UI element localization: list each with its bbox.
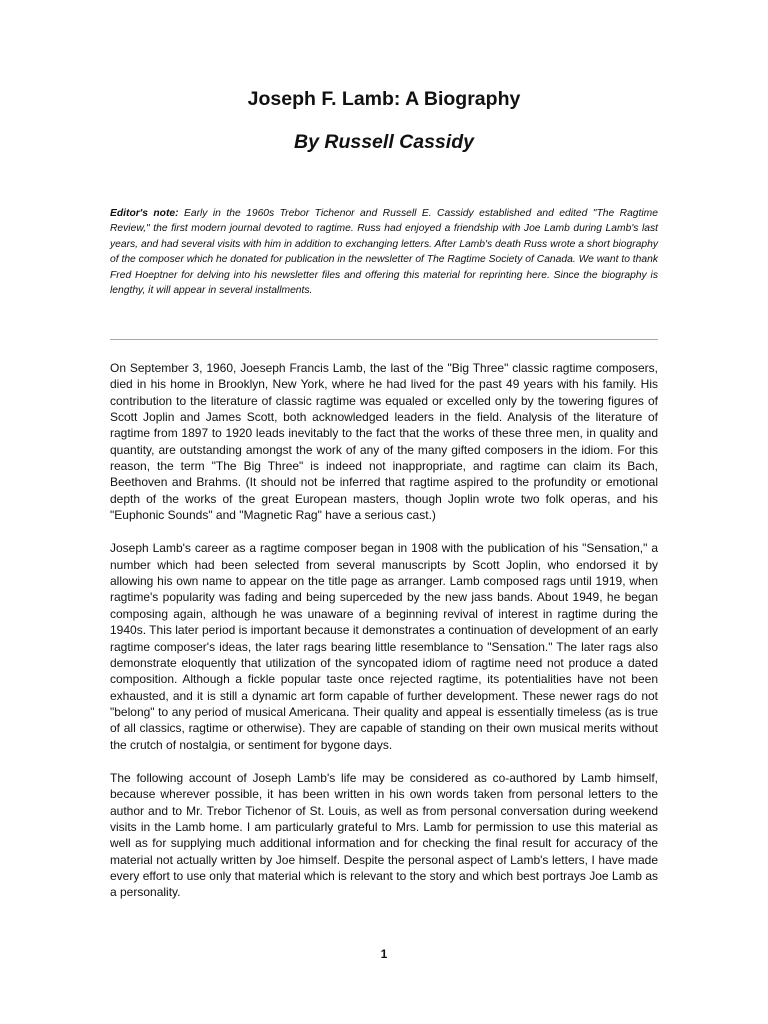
author-byline: By Russell Cassidy xyxy=(294,131,474,153)
page-number: 1 xyxy=(380,947,388,961)
editors-note-text: Early in the 1960s Trebor Tichenor and Russell E. Cassidy established and edited "The Ragtime Review," the first modern journal devoted to ragtime. Russ had enjoyed a friendship with Joe Lamb during Lamb's last years, and had several visits with him in addition to exchanging letters. After Lamb's death Russ wrote a short biography of the composer which he donated for publication in the newsletter of The Ragtime Society of Canada. We want to thank Fred Hoeptner for delving into his newsletter files and offering this material for reprinting here. Since the biography is lengthy, it will appear in several installments. xyxy=(110,208,658,297)
section-divider xyxy=(110,339,658,340)
paragraph-1: On September 3, 1960, Joeseph Francis Lamb, the last of the "Big Three" classic ragtime composers, died in his home in Brooklyn, New York, where he had lived for the past 49 years with his family. His contribution to the literature of classic ragtime was equaled or excelled only by the towering figures of Scott Joplin and James Scott, both acknowledged leaders in the field. Analysis of the literature of ragtime from 1897 to 1920 leads inevitably to the fact that the works of these three men, in quality and quantity, are outstanding amongst the work of any of the many gifted composers in the idiom. For this reason, the term "The Big Three" is indeed not inappropriate, and ragtime can claim its Bach, Beethoven and Brahms. (It should not be inferred that ragtime aspired to the profundity or emotional depth of the works of the great European masters, though Joplin wrote two folk operas, and his "Euphonic Sounds" and "Magnetic Rag" have a serious cast.) xyxy=(110,361,658,523)
paragraph-2: Joseph Lamb's career as a ragtime composer began in 1908 with the publication of his "Sensation," a number which had been selected from several manuscripts by Scott Joplin, who endorsed it by allowing his own name to appear on the title page as arranger. Lamb composed rags until 1919, when ragtime's popularity was fading and being superceded by the new jass bands. About 1949, he began composing again, although he was unaware of a beginning revival of interest in ragtime during the 1940s. This later period is important because it demonstrates a continuation of development of an early ragtime composer's ideas, the later rags bearing little resemblance to "Sensation." The later rags also demonstrate eloquently that utilization of the syncopated idiom of ragtime need not produce a dated composition. Although a fickle popular taste once rejected ragtime, its potentialities have not been exhausted, and it is still a dynamic art form capable of further development. These newer rags do not "belong" to any period of musical Americana. Their quality and appeal is essentially timeless (as is true of all classics, ragtime or otherwise). They are capable of standing on their own musical merits without the crutch of nostalgia, or sentiment for bygone days. xyxy=(110,541,658,752)
editors-note-label: Editor's note: xyxy=(110,208,179,219)
article-body xyxy=(110,360,658,918)
editors-note xyxy=(110,206,658,298)
paragraph-3: The following account of Joseph Lamb's life may be considered as co-authored by Lamb himself, because wherever possible, it has been written in his own words taken from personal letters to the author and to Mr. Trebor Tichenor of St. Louis, as well as from personal conversation during weekend visits in the Lamb home. I am particularly grateful to Mrs. Lamb for permission to use this material as well as for supplying much additional information and for checking the final result for accuracy of the material not actually written by Joe himself. Despite the personal aspect of Lamb's letters, I have made every effort to use only that material which is relevant to the story and which best portrays Joe Lamb as a personality. xyxy=(110,770,658,900)
document-title: Joseph F. Lamb: A Biography xyxy=(247,88,521,110)
